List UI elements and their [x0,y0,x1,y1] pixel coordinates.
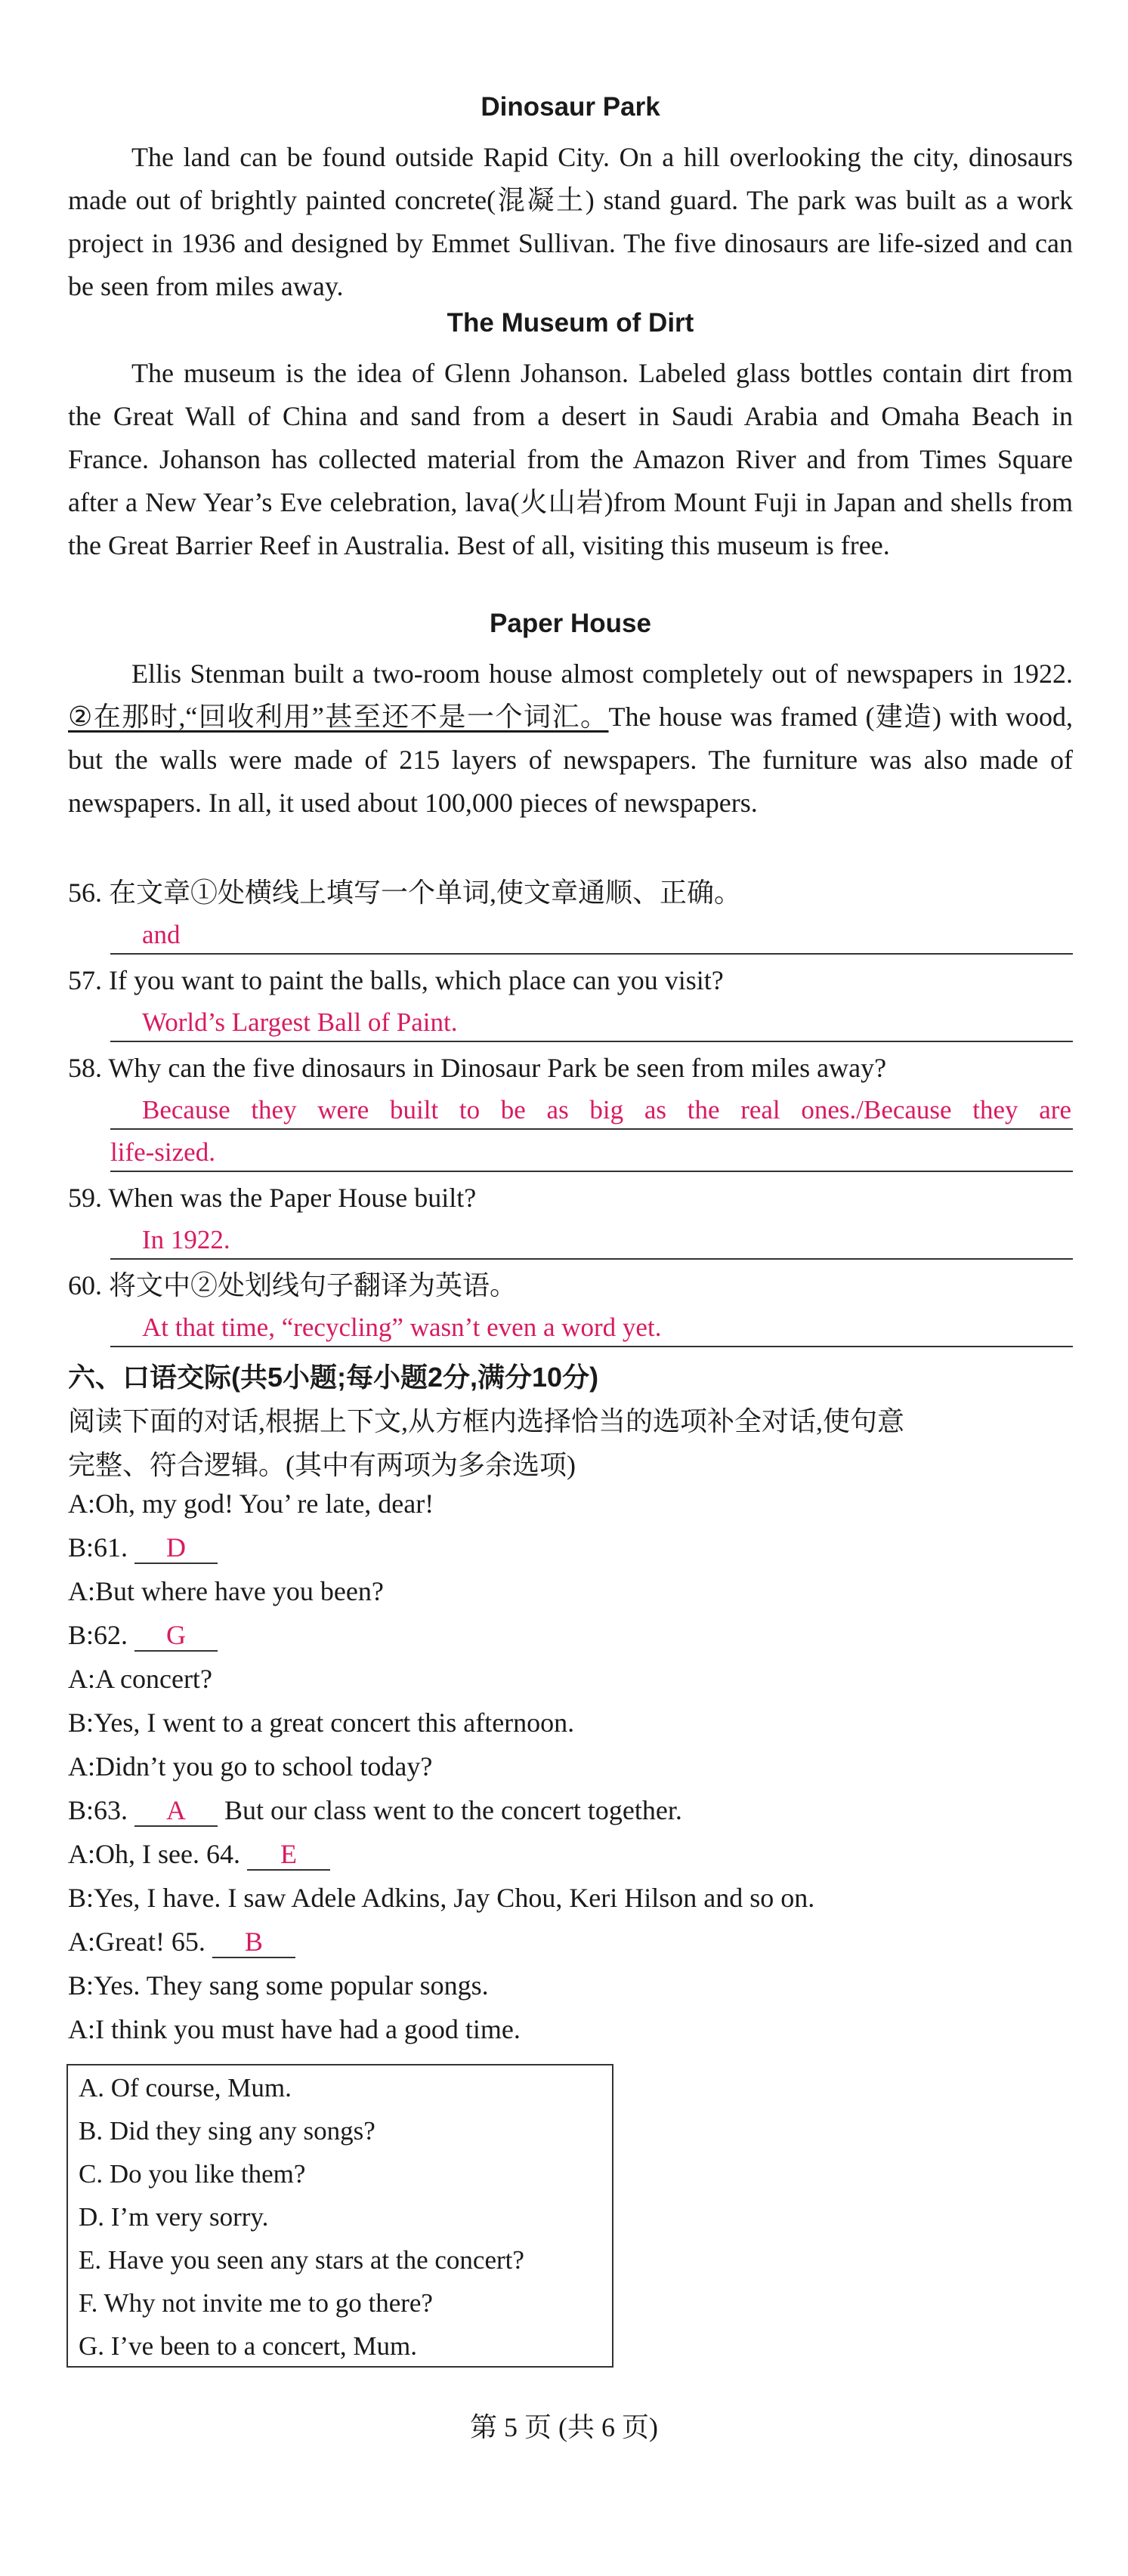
answer-line [110,1258,1073,1260]
answer-58-line1: Because they were built to be as big as the real ones./Because they are [142,1095,1071,1124]
dialogue-text: I think you must have had a good time. [95,2014,521,2044]
dialogue-line-4 [68,1619,218,1652]
question-text: Why can the five dinosaurs in Dinosaur Park be seen from miles away? [108,1053,887,1083]
question-57 [68,964,1073,997]
dialogue-line-9 [68,1838,330,1871]
answer-line [110,1041,1073,1042]
passage-body-dinosaur-park: The land can be found outside Rapid City. On a hill overlooking the city, dinosaurs made out of brightly painted concrete(混凝土) stand guard. The park was built as a work project in 1936 and designed by Emmet Sullivan. The five dinosaurs are life-sized and can be seen from miles away. [68,142,1073,301]
question-number: 59. [68,1183,102,1213]
option-f: F. Why not invite me to go there? [79,2288,433,2318]
speaker: A: [68,1839,95,1869]
dialogue-line-6 [68,1707,574,1738]
paper-house-text-before: Ellis Stenman built a two-room house almost completely out of newspapers in 1922. [131,659,1073,689]
option-g: G. I’ve been to a concert, Mum. [79,2331,418,2361]
answer-57: World’s Largest Ball of Paint. [142,1007,458,1037]
dialogue-line-5 [68,1663,212,1695]
speaker: A: [68,2014,95,2044]
answer-blank-63: A [134,1795,218,1827]
option-c: C. Do you like them? [79,2159,306,2189]
answer-line [110,1171,1073,1172]
speaker: B: [68,1532,94,1563]
answer-58-line2: life-sized. [110,1137,215,1167]
page-number-footer: 第 5 页 (共 6 页) [470,2412,658,2442]
dialogue-text: Oh, my god! You’ re late, dear! [95,1489,434,1519]
dialogue-text: A concert? [95,1664,212,1694]
speaker: A: [68,1751,95,1782]
dialogue-line-10 [68,1882,814,1914]
blank-number: 61. [94,1532,135,1563]
passage-title-paper-house: Paper House [490,609,651,638]
options-box [66,2064,613,2368]
dialogue-line-8 [68,1794,682,1827]
answer-blank-61: D [134,1532,218,1564]
dialogue-text: Yes. They sang some popular songs. [94,1970,489,2001]
question-number: 60. [68,1270,102,1300]
answer-56: and [142,920,181,949]
question-text: 将文中②处划线句子翻译为英语。 [109,1270,518,1300]
speaker: B: [68,1708,94,1738]
dialogue-text: But our class went to the concert together. [218,1795,682,1825]
underlined-sentence-2: ②在那时,“回收利用”甚至还不是一个词汇。 [68,702,609,732]
dialogue-line-3 [68,1575,384,1607]
question-number: 57. [68,965,102,995]
dialogue-line-2 [68,1532,218,1564]
answer-line [110,1346,1073,1347]
question-58 [68,1051,1073,1084]
answer-line [110,953,1073,955]
blank-number: Oh, I see. 64. [95,1839,247,1869]
question-number: 56. [68,878,102,908]
passage-title-dinosaur-park: Dinosaur Park [481,92,660,122]
dialogue-line-13 [68,2013,521,2045]
question-number: 58. [68,1053,102,1083]
passage-body-museum-of-dirt: The museum is the idea of Glenn Johanson. Labeled glass bottles contain dirt from the Great Wall of China and sand from a desert in Saudi Arabia and Omaha Beach in France. Johanson has collected material from the Amazon River and from Times Square after a New Year’s Eve celebration, lava(火山岩)from Mount Fuji in Japan and shells from the Great Barrier Reef in Australia. Best of all, visiting this museum is free. [68,358,1073,560]
speaker: B: [68,1883,94,1913]
dialogue-line-12 [68,1970,489,2001]
question-text: When was the Paper House built? [108,1183,477,1213]
answer-line [110,1128,1073,1130]
speaker: B: [68,1970,94,2001]
dialogue-text: Yes, I have. I saw Adele Adkins, Jay Chou, Keri Hilson and so on. [94,1883,815,1913]
blank-number: 63. [94,1795,135,1825]
answer-blank-62: G [134,1620,218,1652]
option-a: A. Of course, Mum. [79,2073,292,2102]
dialogue-line-11 [68,1926,295,1958]
dialogue-line-1 [68,1488,434,1519]
answer-blank-64: E [247,1839,330,1871]
passage-title-museum-of-dirt: The Museum of Dirt [447,308,694,338]
answer-60: At that time, “recycling” wasn’t even a word yet. [142,1313,662,1342]
answer-blank-65: B [212,1927,295,1958]
speaker: A: [68,1489,95,1519]
dialogue-line-7 [68,1751,432,1782]
speaker: A: [68,1927,95,1957]
paper-house-text-after: The house was framed (建造) with wood, but the walls were made of 215 layers of newspapers. The furniture was also made of newspapers. In all, it used about 100,000 pieces of newspapers. [68,702,1073,818]
passage-body-paper-house [68,652,1073,825]
question-60 [68,1269,1073,1302]
dialogue-text: Didn’t you go to school today? [95,1751,433,1782]
question-text: 在文章①处横线上填写一个单词,使文章通顺、正确。 [109,878,742,908]
answer-59: In 1922. [142,1225,230,1254]
dialogue-text: Yes, I went to a great concert this afternoon. [94,1708,575,1738]
speaker: B: [68,1795,94,1825]
speaker: A: [68,1664,95,1694]
blank-number: Great! 65. [95,1927,212,1957]
option-d: D. I’m very sorry. [79,2202,269,2232]
speaker: A: [68,1576,95,1606]
option-b: B. Did they sing any songs? [79,2116,375,2146]
section-6-instruction-line1: 阅读下面的对话,根据上下文,从方框内选择恰当的选项补全对话,使句意 [68,1406,905,1436]
section-6-title: 六、口语交际(共5小题;每小题2分,满分10分) [68,1362,599,1393]
section-6-instruction-line2: 完整、符合逻辑。(其中有两项为多余选项) [68,1450,576,1480]
option-e: E. Have you seen any stars at the concert? [79,2245,524,2275]
question-56 [68,876,1073,909]
blank-number: 62. [94,1620,135,1650]
dialogue-text: But where have you been? [95,1576,384,1606]
question-text: If you want to paint the balls, which place can you visit? [109,965,724,995]
speaker: B: [68,1620,94,1650]
question-59 [68,1181,1073,1214]
